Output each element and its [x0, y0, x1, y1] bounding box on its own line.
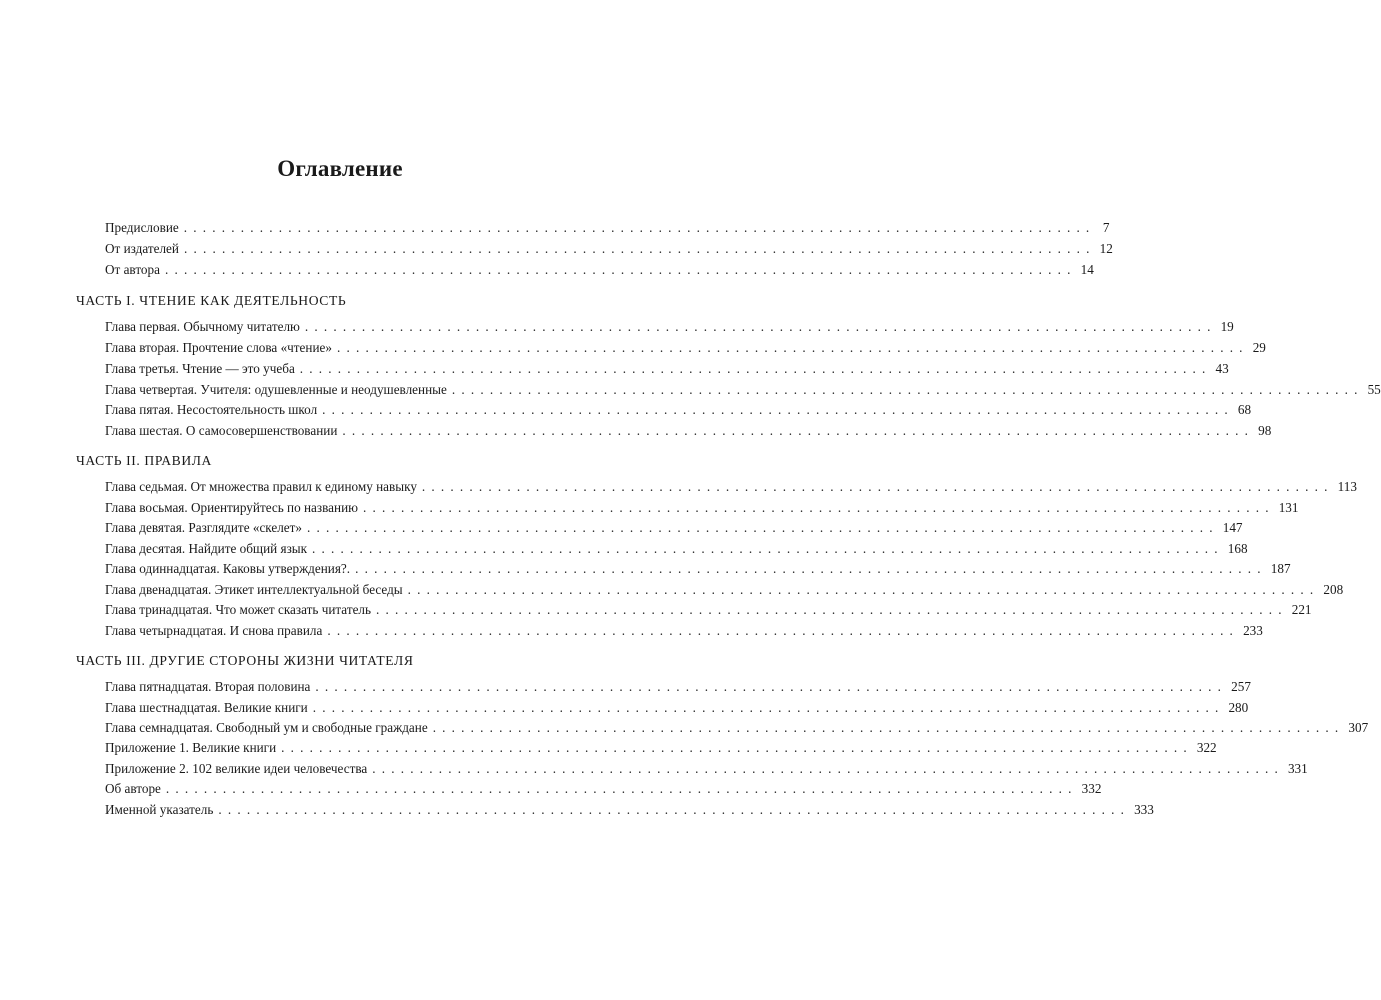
dot-leader: ................................................................................................: [363, 500, 1275, 515]
entry-label: Глава девятая. Разглядите «скелет»: [105, 520, 303, 535]
page-number: 7: [1102, 220, 1110, 235]
entry-label: От автора: [105, 262, 160, 277]
toc-entry[interactable]: [105, 380, 1381, 400]
page-number: 147: [1222, 520, 1243, 535]
entry-label: Глава седьмая. От множества правил к единому навыку: [105, 479, 417, 494]
page-number: 332: [1081, 781, 1102, 796]
entry-label: Глава двенадцатая. Этикет интеллектуальной беседы: [105, 582, 403, 597]
toc-entry[interactable]: [105, 800, 1154, 820]
entry-label: Предисловие: [105, 220, 179, 235]
entry-label: От издателей: [105, 241, 179, 256]
entry-label: Приложение 1. Великие книги: [105, 740, 277, 755]
entry-label: Об авторе: [105, 781, 161, 796]
toc-entry[interactable]: [105, 718, 1369, 738]
page-number: 29: [1252, 340, 1266, 355]
toc-entry[interactable]: [105, 477, 1357, 497]
dot-leader: ................................................................................................: [451, 382, 1364, 397]
entry-label: Глава восьмая. Ориентируйтесь по названию: [105, 500, 358, 515]
dot-leader: ................................................................................................: [218, 802, 1131, 817]
page-number: 168: [1227, 541, 1248, 556]
toc-entry[interactable]: [105, 239, 1113, 259]
page-number: 113: [1337, 479, 1357, 494]
entry-label: Глава четвертая. Учителя: одушевленные и неодушевленные: [105, 382, 447, 397]
entry-label: Глава четырнадцатая. И снова правила: [105, 623, 323, 638]
toc-entry[interactable]: [105, 677, 1251, 697]
dot-leader: ................................................................................................: [376, 602, 1288, 617]
entry-label: Именной указатель: [105, 802, 214, 817]
toc-entry[interactable]: [105, 559, 1291, 579]
toc-entry[interactable]: [105, 580, 1344, 600]
page-number: 333: [1134, 802, 1154, 817]
page-number: 19: [1220, 319, 1234, 334]
dot-leader: ................................................................................................: [336, 340, 1249, 355]
page-number: 257: [1231, 679, 1251, 694]
page-number: 187: [1270, 561, 1291, 576]
toc-entry[interactable]: [105, 317, 1234, 337]
part-heading: ЧАСТЬ III. ДРУГИЕ СТОРОНЫ ЖИЗНИ ЧИТАТЕЛЯ: [76, 653, 414, 668]
toc-entry[interactable]: [105, 518, 1243, 538]
entry-label: Глава шестнадцатая. Великие книги: [105, 700, 308, 715]
dot-leader: ................................................................................................: [342, 423, 1255, 438]
dot-leader: ................................................................................................: [312, 541, 1224, 556]
dot-leader: ................................................................................................: [372, 761, 1284, 776]
dot-leader: ................................................................................................: [165, 781, 1078, 796]
page-number: 12: [1099, 241, 1113, 256]
dot-leader: ................................................................................................: [322, 402, 1234, 417]
page-number: 322: [1196, 740, 1217, 755]
entry-label: Глава тринадцатая. Что может сказать читатель: [105, 602, 372, 617]
entry-label: Глава первая. Обычному читателю: [105, 319, 300, 334]
entry-label: Глава пятая. Несостоятельность школ: [105, 402, 318, 417]
entry-label: Глава пятнадцатая. Вторая половина: [105, 679, 311, 694]
part-heading: ЧАСТЬ II. ПРАВИЛА: [76, 453, 212, 468]
toc-entry[interactable]: [105, 260, 1094, 280]
page-title: Оглавление: [277, 156, 403, 181]
toc-entry[interactable]: [105, 621, 1263, 641]
entry-label: Глава шестая. О самосовершенствовании: [105, 423, 338, 438]
entry-label: Глава вторая. Прочтение слова «чтение»: [105, 340, 332, 355]
page-number: 14: [1080, 262, 1094, 277]
dot-leader: ................................................................................................: [281, 740, 1193, 755]
toc-entry[interactable]: [105, 421, 1272, 441]
dot-leader: ................................................................................................: [307, 520, 1219, 535]
page-number: 208: [1323, 582, 1344, 597]
toc-entry[interactable]: [105, 218, 1110, 238]
dot-leader: ................................................................................................: [327, 623, 1240, 638]
page-number: 43: [1215, 361, 1229, 376]
page-number: 221: [1291, 602, 1312, 617]
page-number: 98: [1258, 423, 1272, 438]
dot-leader: ................................................................................................: [315, 679, 1228, 694]
toc-entry[interactable]: [105, 779, 1102, 799]
page-number: 233: [1243, 623, 1263, 638]
toc-entry[interactable]: [105, 600, 1312, 620]
page-number: 307: [1348, 720, 1369, 735]
dot-leader: ................................................................................................: [164, 262, 1077, 277]
dot-leader: ................................................................................................: [421, 479, 1334, 494]
page-number: 280: [1228, 700, 1249, 715]
entry-label: Глава семнадцатая. Свободный ум и свободные граждане: [105, 720, 428, 735]
entry-label: Приложение 2. 102 великие идеи человечества: [105, 761, 368, 776]
toc-entry[interactable]: [105, 759, 1308, 779]
entry-label: Глава десятая. Найдите общий язык: [105, 541, 308, 556]
dot-leader: ................................................................................................: [312, 700, 1225, 715]
page-number: 131: [1278, 500, 1299, 515]
toc-entry[interactable]: [105, 359, 1229, 379]
part-heading: ЧАСТЬ I. ЧТЕНИЕ КАК ДЕЯТЕЛЬНОСТЬ: [76, 293, 347, 308]
dot-leader: ................................................................................................: [183, 241, 1096, 256]
dot-leader: ................................................................................................: [304, 319, 1217, 334]
page-number: 55: [1367, 382, 1381, 397]
toc-entry[interactable]: [105, 698, 1249, 718]
entry-label: Глава одиннадцатая. Каковы утверждения?.: [105, 561, 351, 576]
toc-entry[interactable]: [105, 498, 1299, 518]
page-number: 331: [1287, 761, 1308, 776]
page-number: 68: [1237, 402, 1252, 417]
toc-entry[interactable]: [105, 738, 1217, 758]
dot-leader: ................................................................................................: [299, 361, 1212, 376]
toc-entry[interactable]: [105, 338, 1266, 358]
dot-leader: ................................................................................................: [407, 582, 1320, 597]
toc-entry[interactable]: [105, 539, 1248, 559]
dot-leader: ................................................................................................: [355, 561, 1267, 576]
entry-label: Глава третья. Чтение — это учеба: [105, 361, 295, 376]
dot-leader: ................................................................................................: [183, 220, 1096, 235]
toc-entry[interactable]: [105, 400, 1252, 420]
dot-leader: ................................................................................................: [432, 720, 1345, 735]
